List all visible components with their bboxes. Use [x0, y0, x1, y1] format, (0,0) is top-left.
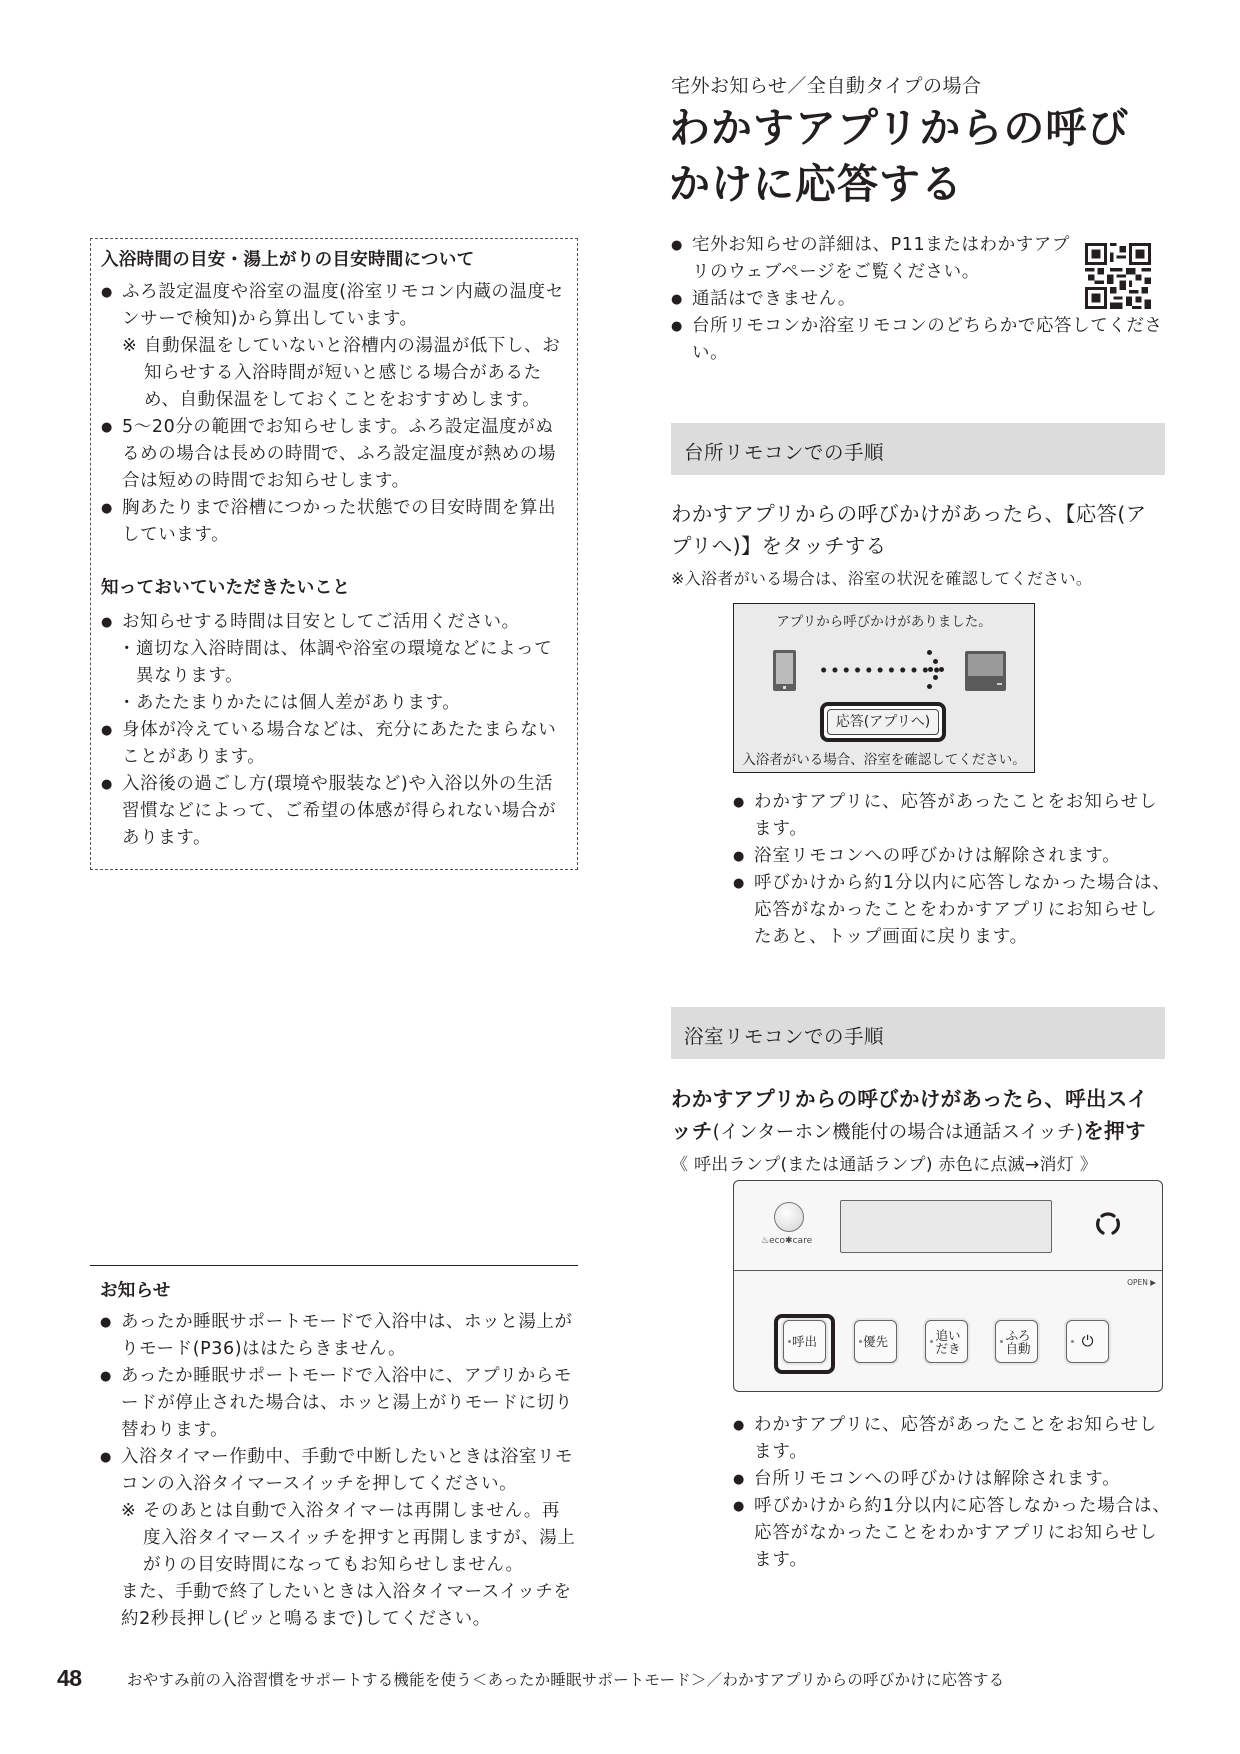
- list-item: ● 台所リモコンへの呼びかけは解除されます。: [733, 1466, 1173, 1493]
- power-button[interactable]: [1066, 1320, 1109, 1363]
- answer-button-highlight: [820, 702, 946, 742]
- bath-time-info-box: [90, 238, 578, 870]
- bathroom-remote-illustration: [733, 1180, 1163, 1392]
- eco-care-label: ♨eco✱care: [761, 1236, 813, 1246]
- answer-to-app-button[interactable]: 応答(アプリへ): [827, 709, 939, 735]
- list-item: ● 身体が冷えている場合などは、充分にあたたまらないことがあります。: [101, 717, 565, 771]
- list-item: ● あったか睡眠サポートモードで入浴中は、ホッと湯上がりモード(P36)ははたらきません。: [100, 1309, 578, 1363]
- list-item: ● あったか睡眠サポートモードで入浴中に、アプリからモードが停止された場合は、ホッと湯上がりモードに切り替わります。: [100, 1363, 578, 1444]
- good-to-know-bullets: [101, 609, 565, 852]
- notice-divider: [90, 1265, 578, 1266]
- bath-time-bullets: [101, 279, 565, 549]
- list-item: ● 入浴後の過ごし方(環境や服装など)や入浴以外の生活習慣などによって、ご希望の体感が得られない場合があります。: [101, 771, 565, 852]
- open-label: OPEN ▶: [1127, 1278, 1156, 1287]
- status-led-icon: [1094, 1210, 1122, 1238]
- list-item: ● わかすアプリに、応答があったことをお知らせします。: [733, 789, 1173, 843]
- list-item: ● 台所リモコンか浴室リモコンのどちらかで応答してください。: [671, 313, 1166, 367]
- remote-divider: [734, 1270, 1162, 1271]
- section-kicker: 宅外お知らせ／全自動タイプの場合: [671, 75, 982, 97]
- running-title: おやすみ前の入浴習慣をサポートする機能を使う＜あったか睡眠サポートモード＞／わかすアプリからの呼びかけに応答する: [127, 1671, 1005, 1689]
- list-item: ● 宅外お知らせの詳細は、P11またはわかすアプリのウェブページをご覧ください。: [671, 232, 1166, 286]
- arrow-head-icon: [925, 650, 947, 690]
- sub-item: ・ 適切な入浴時間は、体調や浴室の環境などによって異なります。: [122, 636, 565, 690]
- remote-monitor-icon: [965, 651, 1006, 691]
- power-lamp-icon: [1071, 1340, 1074, 1343]
- note-text: ※ そのあとは自動で入浴タイマーは再開しません。再度入浴タイマースイッチを押すと再開しますが、湯上がりの目安時間になってもお知らせしません。: [121, 1498, 578, 1579]
- bath-time-heading: 入浴時間の目安・湯上がりの目安時間について: [101, 250, 475, 270]
- sub-item: ・ あたたまりかたには個人差があります。: [122, 690, 565, 717]
- kitchen-step-heading: わかすアプリからの呼びかけがあったら、【応答(アプリへ)】をタッチする: [671, 502, 1147, 558]
- auto-bath-button[interactable]: ふろ 自動: [995, 1320, 1038, 1363]
- priority-button[interactable]: 優先: [854, 1320, 897, 1363]
- screen-footer-message: 入浴者がいる場合、浴室を確認してください。: [742, 752, 1026, 768]
- remote-display: [840, 1200, 1052, 1253]
- smartphone-icon: [773, 650, 796, 691]
- kitchen-remote-screen: [733, 603, 1035, 773]
- qr-code-icon[interactable]: [1085, 243, 1151, 309]
- screen-message: アプリから呼びかけがありました。: [776, 614, 992, 630]
- auto-bath-lamp-icon: [1000, 1340, 1003, 1343]
- list-item: ● 呼びかけから約1分以内に応答しなかった場合は、応答がなかったことをわかすアプリにお知らせします。: [733, 1493, 1173, 1574]
- notice-bullets: [100, 1309, 578, 1579]
- bathroom-section-title: 浴室リモコンでの手順: [671, 1007, 1165, 1059]
- notice-section: [90, 1278, 578, 1633]
- list-item: ● 浴室リモコンへの呼びかけは解除されます。: [733, 843, 1173, 870]
- call-switch-button[interactable]: 呼出: [783, 1320, 826, 1363]
- reheat-lamp-icon: [930, 1340, 933, 1343]
- power-icon: ⏻: [1081, 1332, 1094, 1350]
- eco-care-button[interactable]: [774, 1202, 804, 1232]
- list-item: ● 通話はできません。: [671, 286, 1166, 313]
- dotted-line-icon: [818, 667, 942, 673]
- page-number: 48: [57, 1665, 82, 1691]
- notice-extra: また、手動で終了したいときは入浴タイマースイッチを約2秒長押し(ピッと鳴るまで)してください。: [121, 1582, 572, 1629]
- list-item: ● わかすアプリに、応答があったことをお知らせします。: [733, 1412, 1173, 1466]
- priority-lamp-icon: [859, 1340, 862, 1343]
- bathroom-step-note: 《 呼出ランプ(または通話ランプ) 赤色に点滅→消灯 》: [671, 1155, 1098, 1175]
- note-text: ※ 自動保温をしていないと浴槽内の湯温が低下し、お知らせする入浴時間が短いと感じる場合があるため、自動保温をしておくことをおすすめします。: [122, 333, 565, 414]
- list-item: ● ふろ設定温度や浴室の温度(浴室リモコン内蔵の温度センサーで検知)から算出しています。 ※ 自動保温をしていないと浴槽内の湯温が低下し、お知らせする入浴時間が短いと感じる場合があるため、自動保温をしておくことをおすすめします。: [101, 279, 565, 414]
- kitchen-step-note: ※入浴者がいる場合は、浴室の状況を確認してください。: [671, 569, 1093, 588]
- notice-heading: お知らせ: [100, 1281, 171, 1301]
- kitchen-results: [733, 789, 1173, 951]
- call-lamp-icon: [788, 1340, 791, 1343]
- bathroom-step-heading: わかすアプリからの呼びかけがあったら、呼出スイッチ(インターホン機能付の場合は通話スイッチ)を押す: [671, 1087, 1148, 1143]
- good-to-know-heading: 知っておいていただきたいこと: [101, 578, 351, 598]
- list-item: ● お知らせする時間は目安としてご活用ください。 ・ 適切な入浴時間は、体調や浴室の環境などによって異なります。 ・ あたたまりかたには個人差があります。: [101, 609, 565, 717]
- list-item: ● 胸あたりまで浴槽につかった状態での目安時間を算出しています。: [101, 495, 565, 549]
- list-item: ● 入浴タイマー作動中、手動で中断したいときは浴室リモコンの入浴タイマースイッチを押してください。 ※ そのあとは自動で入浴タイマーは再開しません。再度入浴タイマースイッチを押すと再開しますが、湯上がりの目安時間になってもお知らせしません。: [100, 1444, 578, 1579]
- kitchen-section-title: 台所リモコンでの手順: [671, 423, 1165, 475]
- list-item: ● 5〜20分の範囲でお知らせします。ふろ設定温度がぬるめの場合は長めの時間で、ふろ設定温度が熱めの場合は短めの時間でお知らせします。: [101, 414, 565, 495]
- page-title: わかすアプリからの呼び かけに応答する: [669, 104, 1130, 208]
- list-item: ● 呼びかけから約1分以内に応答しなかった場合は、応答がなかったことをわかすアプリにお知らせしたあと、トップ画面に戻ります。: [733, 870, 1173, 951]
- reheat-button[interactable]: 追い だき: [925, 1320, 968, 1363]
- bathroom-results: [733, 1412, 1173, 1574]
